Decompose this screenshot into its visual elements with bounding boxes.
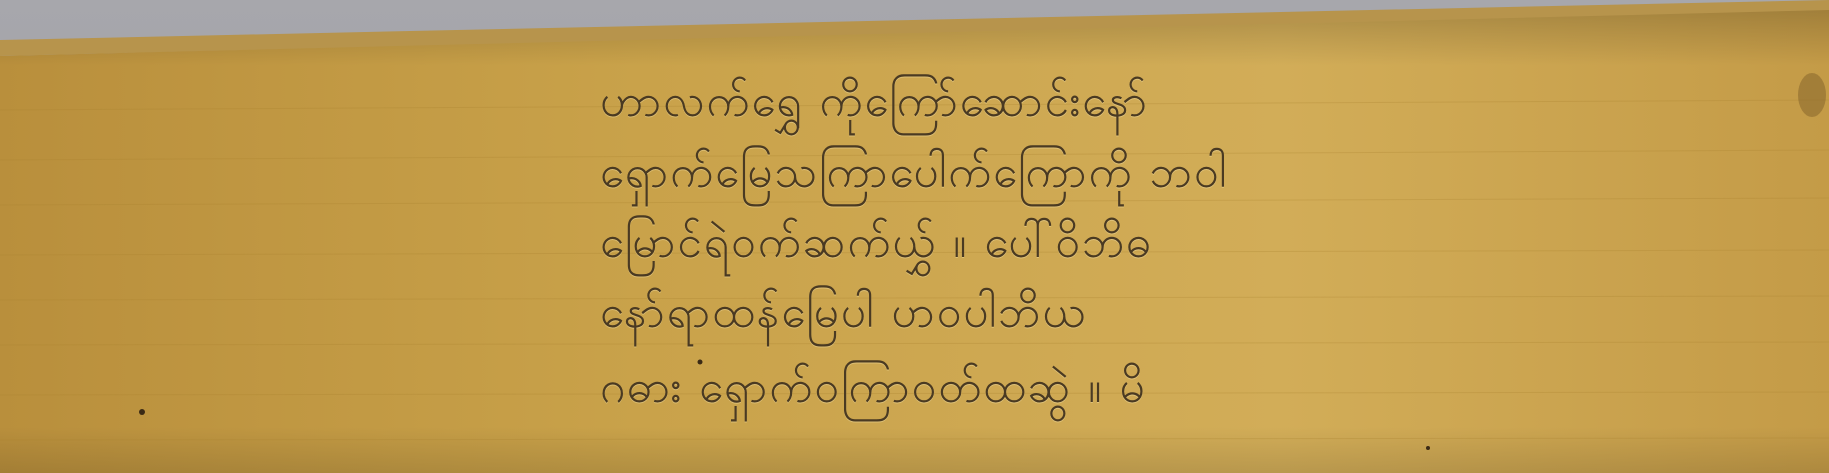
- manuscript-line-3: မြောင်ရဲဝက်ဆက်ယွှ် ။ ပေါ်ဝိဘိဓ: [600, 217, 1154, 268]
- binding-hole: [1798, 73, 1826, 117]
- manuscript-line-1: ဟာလက်ရွှေ ကိုကြော်ဆောင်းနော်: [600, 76, 1149, 127]
- manuscript-line-2: ရှောက်မြေသကြာပေါက်ကြောကို ဘဝါ: [600, 147, 1229, 198]
- leaf-speck: [1426, 446, 1430, 450]
- leaf-speck: [139, 409, 145, 415]
- manuscript-line-5: ဂဓား ရှောက်ဝကြာဝတ်ထဆွဲ ။ မိ: [600, 362, 1147, 413]
- manuscript-line-4: နော်ရာထန်မြေပါ ပာဝပါဘိယ: [600, 287, 1088, 338]
